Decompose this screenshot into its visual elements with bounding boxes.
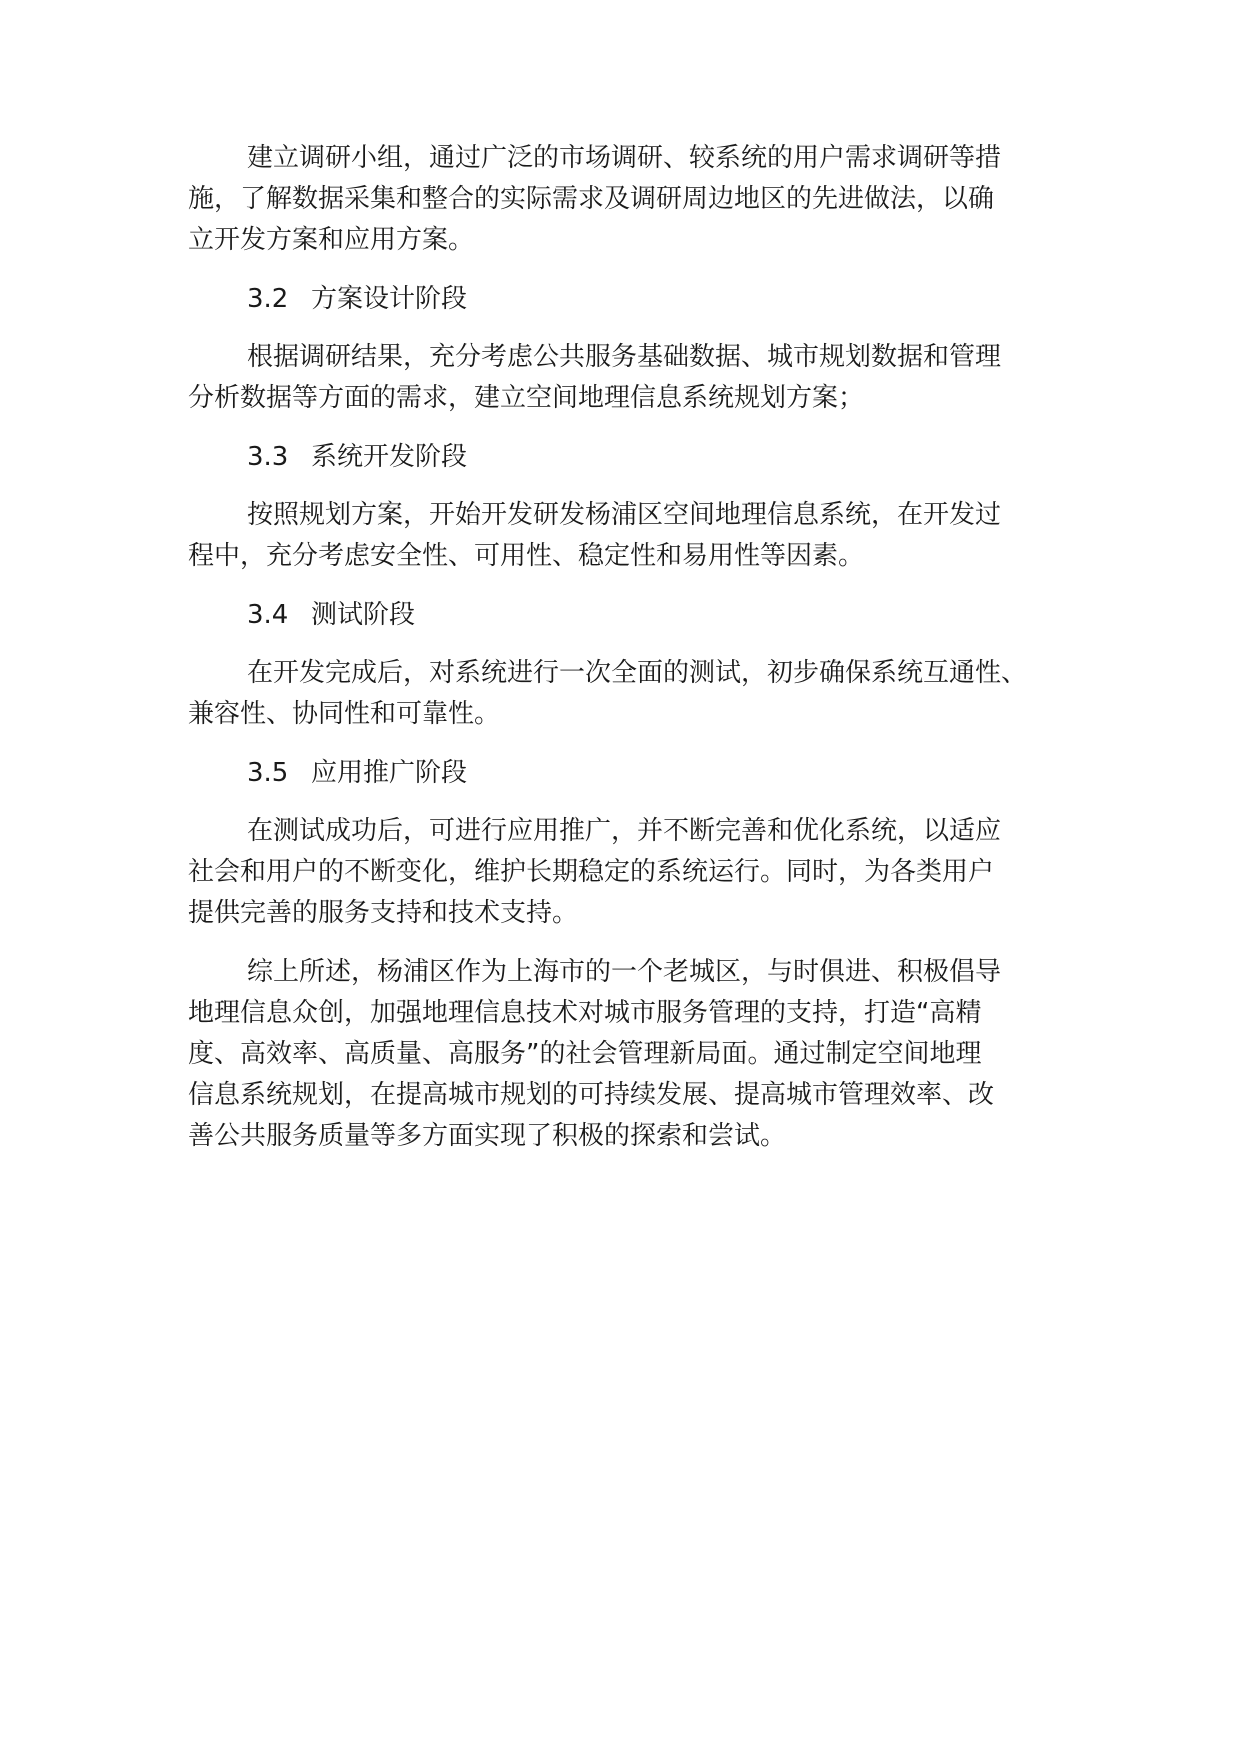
paragraph-line: 按照规划方案，开始开发研发杨浦区空间地理信息系统，在开发过 xyxy=(247,500,1002,530)
section-number: 3.3 xyxy=(247,442,289,472)
paragraph-line: 综上所述，杨浦区作为上海市的一个老城区，与时俱进、积极倡导 xyxy=(247,957,1002,987)
section-number: 3.5 xyxy=(247,758,289,788)
section-title: 方案设计阶段 xyxy=(311,284,468,314)
paragraph-line: 信息系统规划，在提高城市规划的可持续发展、提高城市管理效率、改 xyxy=(188,1080,995,1110)
paragraph-line: 在开发完成后，对系统进行一次全面的测试，初步确保系统互通性、 xyxy=(247,658,1028,688)
section-heading xyxy=(247,281,467,317)
paragraph-line: 建立调研小组，通过广泛的市场调研、较系统的用户需求调研等措 xyxy=(247,143,1002,173)
paragraph-line: 程中，充分考虑安全性、可用性、稳定性和易用性等因素。 xyxy=(188,541,865,571)
paragraph-line: 地理信息众创，加强地理信息技术对城市服务管理的支持，打造“高精 xyxy=(188,998,982,1028)
paragraph-line: 社会和用户的不断变化，维护长期稳定的系统运行。同时，为各类用户 xyxy=(188,857,995,887)
paragraph-line: 兼容性、协同性和可靠性。 xyxy=(188,699,501,729)
paragraph-line: 分析数据等方面的需求，建立空间地理信息系统规划方案； xyxy=(188,383,865,413)
paragraph-line: 在测试成功后，可进行应用推广，并不断完善和优化系统，以适应 xyxy=(247,816,1002,846)
paragraph-line: 度、高效率、高质量、高服务”的社会管理新局面。通过制定空间地理 xyxy=(188,1039,982,1069)
section-number: 3.2 xyxy=(247,284,289,314)
section-number: 3.4 xyxy=(247,600,289,630)
section-title: 测试阶段 xyxy=(311,600,416,630)
section-title: 应用推广阶段 xyxy=(311,758,468,788)
paragraph-line: 提供完善的服务支持和技术支持。 xyxy=(188,898,579,928)
paragraph-line: 施，了解数据采集和整合的实际需求及调研周边地区的先进做法，以确 xyxy=(188,184,995,214)
section-heading xyxy=(247,439,467,475)
section-heading xyxy=(247,597,415,633)
paragraph-line: 善公共服务质量等多方面实现了积极的探索和尝试。 xyxy=(188,1121,787,1151)
paragraph-line: 根据调研结果，充分考虑公共服务基础数据、城市规划数据和管理 xyxy=(247,342,1002,372)
section-title: 系统开发阶段 xyxy=(311,442,468,472)
section-heading xyxy=(247,755,467,791)
paragraph-line: 立开发方案和应用方案。 xyxy=(188,225,475,255)
